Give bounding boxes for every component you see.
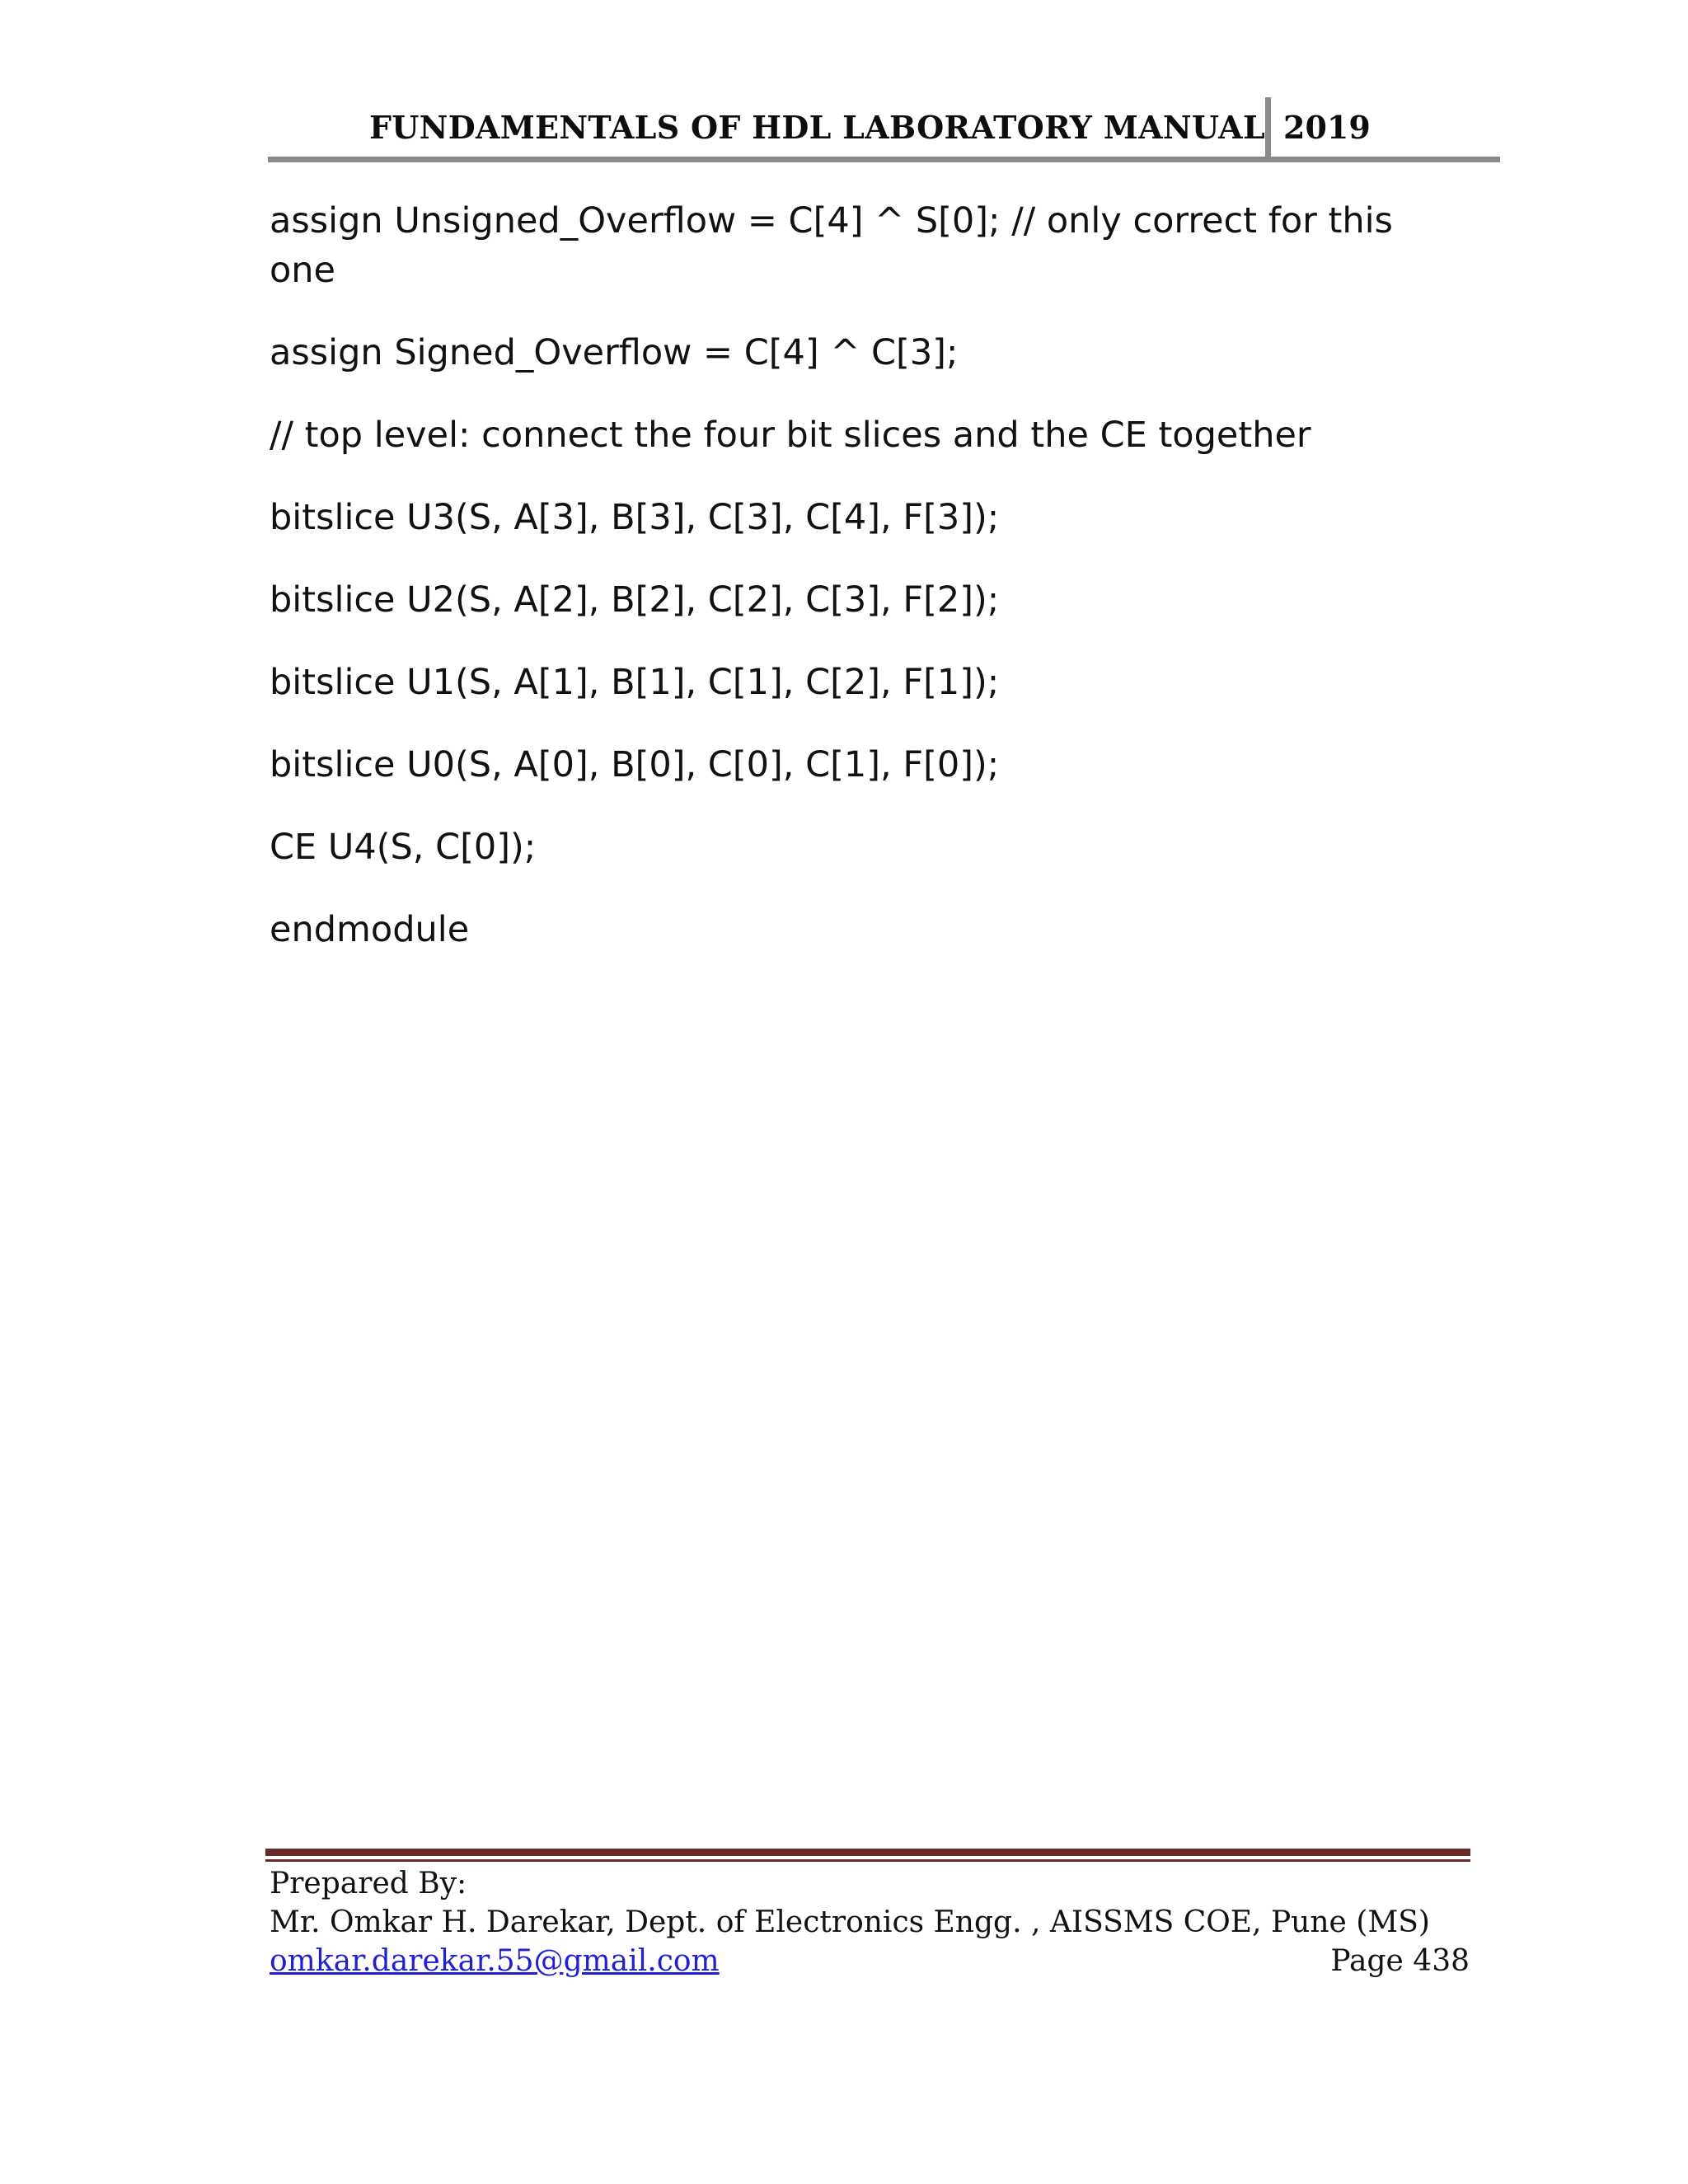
manual-year: 2019 bbox=[1283, 109, 1371, 146]
page-number: Page 438 bbox=[1330, 1944, 1470, 1978]
prepared-by-label: Prepared By: bbox=[270, 1867, 467, 1900]
code-line-bitslice-u0: bitslice U0(S, A[0], B[0], C[0], C[1], F[0]); bbox=[270, 744, 1000, 785]
code-line-ce-u4: CE U4(S, C[0]); bbox=[270, 827, 537, 868]
footer-rule bbox=[265, 1849, 1470, 1856]
header-rule bbox=[268, 157, 1500, 162]
author-line: Mr. Omkar H. Darekar, Dept. of Electronics Engg. , AISSMS COE, Pune (MS) bbox=[270, 1905, 1430, 1939]
header-separator bbox=[1265, 97, 1271, 158]
author-email-link[interactable]: omkar.darekar.55@gmail.com bbox=[270, 1944, 720, 1978]
code-listing bbox=[270, 196, 1456, 987]
page-footer bbox=[270, 1864, 1473, 1980]
code-line-bitslice-u3: bitslice U3(S, A[3], B[3], C[3], C[4], F[3]); bbox=[270, 497, 1000, 538]
code-line-bitslice-u1: bitslice U1(S, A[1], B[1], C[1], C[2], F[1]); bbox=[270, 662, 1000, 703]
code-line-bitslice-u2: bitslice U2(S, A[2], B[2], C[2], C[3], F[2]); bbox=[270, 579, 1000, 621]
manual-title: FUNDAMENTALS OF HDL LABORATORY MANUAL bbox=[368, 109, 1265, 146]
code-line-endmodule: endmodule bbox=[270, 909, 470, 950]
footer-rule-thin bbox=[265, 1859, 1470, 1862]
code-line-comment: // top level: connect the four bit slices and the CE together bbox=[270, 415, 1311, 456]
code-line-signed-overflow: assign Signed_Overflow = C[4] ^ C[3]; bbox=[270, 332, 959, 373]
code-line-unsigned-overflow: assign Unsigned_Overflow = C[4] ^ S[0]; // only correct for this one bbox=[270, 200, 1404, 291]
page-header bbox=[268, 97, 1500, 163]
